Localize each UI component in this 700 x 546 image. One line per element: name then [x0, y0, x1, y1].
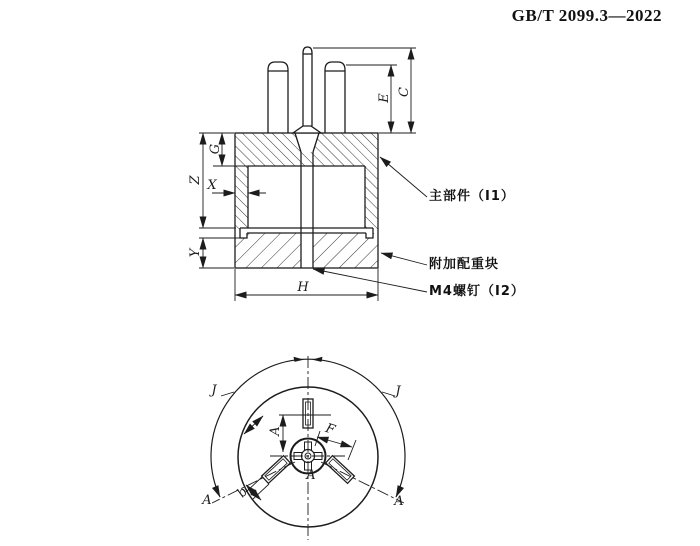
callout-weight-block: 附加配重块 — [429, 257, 500, 272]
section-mark-center: A — [306, 468, 316, 483]
dim-C-label: C — [397, 87, 412, 97]
arc-label-right: J — [395, 384, 401, 399]
leader-main-part — [380, 157, 427, 197]
dim-F-label: F — [323, 420, 337, 439]
arc-top-arrow-left — [294, 357, 305, 362]
main-part-right-wall — [365, 166, 378, 233]
section-mark-left: A — [202, 493, 212, 508]
dim-Z-label: Z — [188, 175, 203, 185]
section-mark-right: A — [394, 494, 404, 509]
callout-screw: M4螺钉（I2） — [429, 284, 525, 299]
left-pin — [268, 62, 288, 133]
dim-b-label: b — [234, 484, 251, 501]
main-part-left-wall — [235, 166, 248, 233]
standard-number: GB/T 2099.3—2022 — [511, 6, 662, 25]
dim-A-label: A — [268, 426, 283, 436]
centerlines — [212, 356, 404, 540]
dim-H-label: H — [297, 280, 309, 295]
leader-weight-block — [381, 253, 427, 265]
slot-axis-dim — [244, 416, 263, 434]
callout-main-part: 主部件（I1） — [429, 189, 515, 204]
dim-G-label: G — [208, 143, 223, 155]
dim-Y-label: Y — [188, 248, 203, 258]
leader-screw — [313, 269, 427, 292]
arc-top-arrow-right — [312, 357, 323, 362]
bottom-view-linework — [211, 356, 405, 540]
dim-E-label: E — [377, 93, 392, 103]
right-pin-slot — [326, 456, 355, 484]
left-pin-slot — [262, 456, 291, 484]
earth-pin — [303, 47, 312, 126]
section-view-linework — [235, 47, 378, 268]
arc-label-left: J — [211, 383, 217, 398]
dim-X-label: X — [207, 178, 217, 193]
right-pin — [325, 62, 345, 133]
earth-pin-base — [293, 126, 321, 133]
